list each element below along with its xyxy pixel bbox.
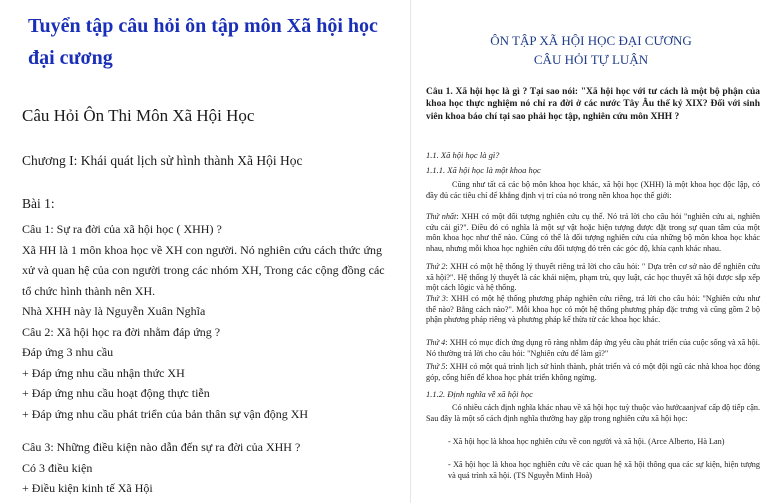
lesson-label: Bài 1: xyxy=(22,196,55,211)
body-line: Xã HH là 1 môn khoa học về XH con người. Nó nghiên cứu cách thức ứng xyxy=(22,242,382,257)
body-line: Nhà XHH này là Nguyễn Xuân Nghĩa xyxy=(22,304,206,318)
body-line: xử và quan hệ của con người trong các nhóm XH, Trong các cộng đồng các xyxy=(22,263,385,277)
paragraph-text: : XHH có một đối tượng nghiên cứu cụ thể. Nó trả lời cho câu hỏi "nghiên cứu ai, nghiên cứu cái gì?". Điều đó có nghĩa là một sự vật hoặc hiện tượng được đặt trong sự quan tâm của một môn khoa học như thế nào. Cũng có thể là đối tượng nghiên cứu của những bộ môn khoa học khác nhau, nhưng mỗi khoa học nghiên cứu đối tượng đó trên các góc độ, khía cạnh khác nhau. xyxy=(426,212,761,253)
paragraph-label: Thứ 3 xyxy=(426,294,446,303)
body-line: Câu 1: Sự ra đời của xã hội học ( XHH) ? xyxy=(22,222,222,236)
body-line: + Đáp ứng nhu cầu nhận thức XH xyxy=(22,365,185,380)
question-1: Câu 1. Xã hội học là gì ? Tại sao nói: "Xã hội học với tư cách là một bộ phận của khoa học thực nghiệm nó chỉ ra đời ở các nước Tây Âu thế kỷ XIX? Đối với sinh viên khoa báo chí tại sao phải học tập, nghiên cứu môn XHH ? xyxy=(426,87,760,122)
section-1-1-2: 1.1.2. Định nghĩa về xã hội học xyxy=(426,389,533,399)
chapter-heading: Chương I: Khái quát lịch sử hình thành Xã Hội Học xyxy=(22,153,303,168)
definition-2: - Xã hội học là khoa học nghiên cứu về các quan hệ xã hội thông qua các sự kiện, hiện tượng và quá trình xã hội. (TS Nguyễn Minh Hoà) xyxy=(448,460,760,480)
paragraph-third xyxy=(426,294,760,326)
question-3-body xyxy=(22,437,407,499)
section-1-1: 1.1. Xã hội học là gì? xyxy=(426,150,500,160)
paragraph-second xyxy=(426,262,760,294)
paragraph-label: Thứ nhất xyxy=(426,212,457,221)
body-line: Đáp ứng 3 nhu cầu xyxy=(22,345,114,359)
paragraph-intro: Cũng như tất cả các bộ môn khoa học khác, xã hội học (XHH) là một khoa học độc lập, có đầy đủ các tiêu chí để khẳng định vị trí của nó trong nền khoa học thế giới: xyxy=(426,180,760,200)
body-line: + Điều kiện kinh tế Xã Hội xyxy=(22,481,153,495)
paragraph-label: Thứ 2 xyxy=(426,262,446,271)
paragraph-label: Thứ 5 xyxy=(426,362,446,371)
section-1-1-1: 1.1.1. Xã hội học là một khoa học xyxy=(426,165,541,175)
paragraph-text: : XHH có một hệ thống lý thuyết riêng trả lời cho câu hỏi: " Dựa trên cơ sở nào để nghiên cứu xã hội?". Hệ thống lý thuyết là các khái niệm, phạm trù, quy luật, các học thuyết xã hội được sắp xếp một cách lôgic và hệ thống. xyxy=(426,262,760,293)
paragraph-fifth xyxy=(426,362,760,383)
paragraph-label: Thứ 4 xyxy=(426,338,446,347)
paragraph-text: : XHH có một quá trình lịch sử hình thành, phát triển và có một đội ngũ các nhà khoa học đóng góp, cống hiến để khoa học phát triển không ngừng. xyxy=(426,362,760,382)
body-line: + Đáp ứng nhu cầu hoạt động thực tiễn xyxy=(22,386,210,400)
page-divider xyxy=(410,0,411,503)
paragraph-text: : XHH có một hệ thống phương pháp nghiên cứu riêng, trả lời cho câu hỏi: "Nghiên cứu như thế nào? Bằng cách nào?". Mỗi khoa học có một hệ thống phương pháp đặc trưng và cũng gồm 2 bộ phận phương pháp riêng và phương pháp kế thừa từ các khoa học khác. xyxy=(426,294,760,325)
document-title: Tuyển tập câu hỏi ôn tập môn Xã hội học đại cương xyxy=(28,15,378,69)
body-line: Có 3 điều kiện xyxy=(22,460,93,475)
paragraph-definitions: Có nhiều cách định nghĩa khác nhau về xã hội học tuỳ thuộc vào hướcaanjvaf cấp độ tiếp cận. Sau đây là một số cách định nghĩa thường hay gặp trong nghiên cứu xã hội học: xyxy=(426,403,760,423)
body-line: Câu 3: Những điều kiện nào dẫn đến sự ra đời của XHH ? xyxy=(22,440,301,454)
lesson-body xyxy=(22,219,407,424)
paragraph-first xyxy=(426,212,760,254)
body-line: tổ chức hình thành nên XH. xyxy=(22,283,156,298)
paragraph-fourth xyxy=(426,338,760,359)
body-line: Câu 2: Xã hội học ra đời nhằm đáp ứng ? xyxy=(22,324,221,339)
body-line: + Đáp ứng nhu cầu phát triển của bản thân sự vận động XH xyxy=(22,406,309,421)
section-heading: Câu Hỏi Ôn Thi Môn Xã Hội Học xyxy=(22,106,255,125)
paragraph-text: : XHH có mục đích ứng dụng rõ ràng nhằm đáp ứng yêu cầu phát triển của cuộc sống và xã hội. Nó thường trả lời cho câu hỏi: "Nghiên cứu để làm gì?" xyxy=(426,338,760,358)
right-title-line1: ÔN TẬP XÃ HỘI HỌC ĐẠI CƯƠNG xyxy=(490,33,692,48)
right-title-line2: CÂU HỎI TỰ LUẬN xyxy=(533,52,649,67)
definition-1: - Xã hội học là khoa học nghiên cứu về con người và xã hội. (Arce Alberto, Hà Lan) xyxy=(448,437,725,446)
right-document xyxy=(418,0,764,503)
